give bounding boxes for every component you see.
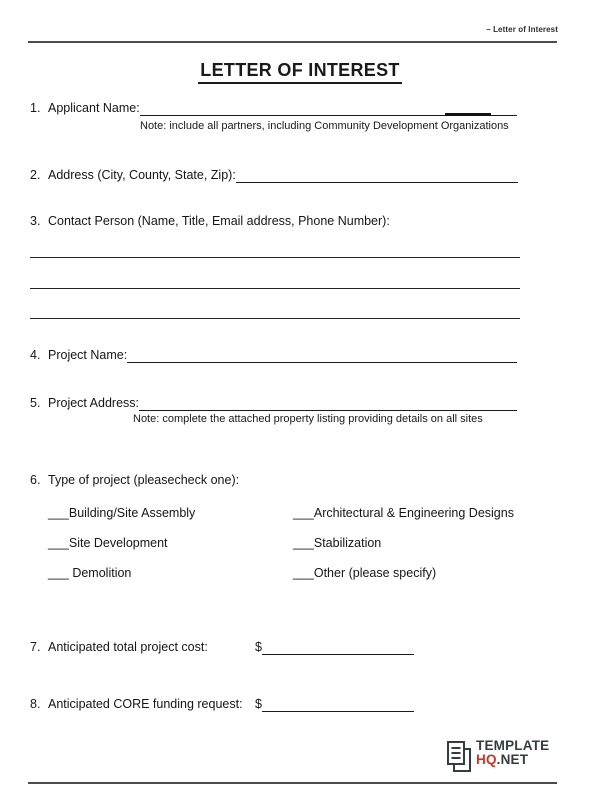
- item-number: 6.: [30, 473, 41, 487]
- project-type-option-stabilization[interactable]: ___Stabilization: [293, 536, 382, 550]
- item-total-project-cost: [30, 640, 208, 655]
- applicant-name-label: Applicant Name:: [48, 101, 140, 115]
- applicant-name-note: Note: include all partners, including Community Development Organizations: [140, 120, 509, 132]
- project-address-field[interactable]: [139, 396, 517, 411]
- project-address-note: Note: complete the attached property listing providing details on all sites: [133, 413, 483, 425]
- total-project-cost-label: Anticipated total project cost:: [48, 640, 208, 654]
- total-project-cost-money: [255, 640, 414, 655]
- item-number: 3.: [30, 214, 41, 228]
- footer-rule: [28, 782, 557, 784]
- applicant-name-field-overlap-mark: [445, 113, 491, 116]
- address-field[interactable]: [236, 168, 518, 183]
- project-type-option-site-development[interactable]: ___Site Development: [48, 536, 168, 550]
- header-rule: [28, 41, 557, 43]
- logo-line-hqnet: [476, 753, 549, 767]
- core-funding-request-field[interactable]: [262, 697, 414, 712]
- item-number: 8.: [30, 697, 41, 711]
- project-name-label: Project Name:: [48, 348, 128, 362]
- item-applicant-name: [30, 101, 517, 116]
- project-type-option-demolition[interactable]: ___ Demolition: [48, 566, 132, 580]
- page-title: LETTER OF INTEREST: [198, 60, 401, 84]
- item-number: 1.: [30, 101, 41, 115]
- item-core-funding-request: [30, 697, 243, 712]
- contact-person-line-3[interactable]: [30, 318, 520, 319]
- contact-person-line-1[interactable]: [30, 257, 520, 258]
- project-address-label: Project Address:: [48, 396, 140, 410]
- logo-line-template: TEMPLATE: [476, 738, 550, 753]
- total-project-cost-field[interactable]: [262, 640, 414, 655]
- header-corner-label: – Letter of Interest: [486, 25, 558, 34]
- core-funding-request-label: Anticipated CORE funding request:: [48, 697, 243, 711]
- project-type-option-building-site-assembly[interactable]: ___Building/Site Assembly: [48, 506, 196, 520]
- dollar-sign: $: [255, 697, 262, 711]
- item-project-type: [30, 473, 239, 488]
- document-stack-icon: [446, 740, 473, 776]
- logo-hq: HQ: [476, 752, 497, 767]
- templatehq-logo: [446, 739, 549, 776]
- item-number: 7.: [30, 640, 41, 654]
- address-label: Address (City, County, State, Zip):: [48, 168, 236, 182]
- item-address: [30, 168, 518, 183]
- project-type-label: Type of project (pleasecheck one):: [48, 473, 240, 487]
- item-project-name: [30, 348, 517, 363]
- item-number: 4.: [30, 348, 41, 362]
- title-wrap: [0, 60, 600, 84]
- logo-text: [476, 739, 549, 767]
- item-number: 2.: [30, 168, 41, 182]
- logo-net: NET: [500, 752, 529, 767]
- project-name-field[interactable]: [127, 348, 517, 363]
- item-project-address: [30, 396, 517, 411]
- contact-person-line-2[interactable]: [30, 288, 520, 289]
- core-funding-request-money: [255, 697, 414, 712]
- project-type-option-other[interactable]: ___Other (please specify): [293, 566, 437, 580]
- item-number: 5.: [30, 396, 41, 410]
- dollar-sign: $: [255, 640, 262, 654]
- item-contact-person: [30, 214, 390, 229]
- logo-dot: .: [496, 752, 501, 767]
- project-type-option-architectural-engineering[interactable]: ___Architectural & Engineering Designs: [293, 506, 514, 520]
- contact-person-label: Contact Person (Name, Title, Email address, Phone Number):: [48, 214, 390, 228]
- applicant-name-field[interactable]: [140, 101, 517, 116]
